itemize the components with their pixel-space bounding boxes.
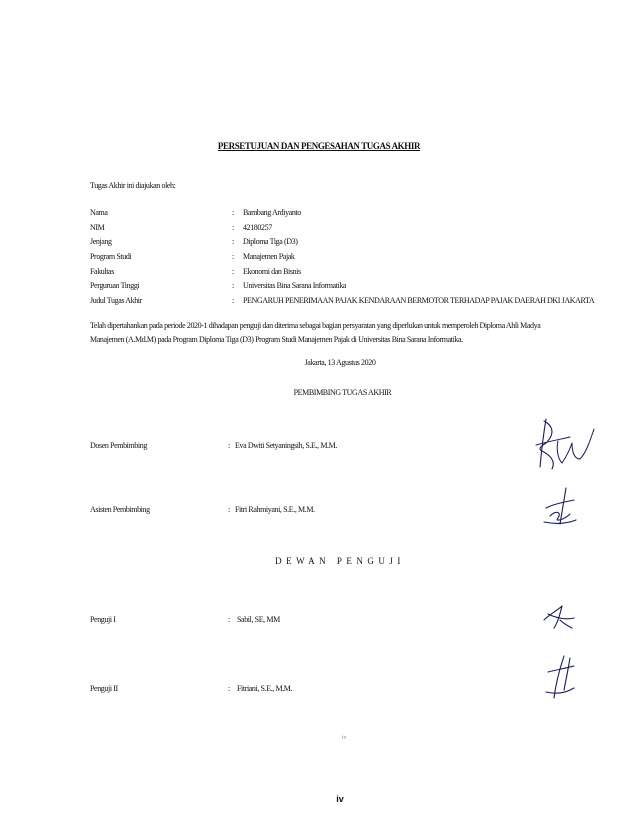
examiner-label: Penguji I <box>90 615 116 624</box>
document-title: PERSETUJUAN DAN PENGESAHAN TUGAS AKHIR <box>217 141 421 151</box>
info-label: Nama <box>90 208 108 217</box>
info-label: Judul Tugas Akhir <box>90 296 142 306</box>
info-colon: : <box>232 281 234 291</box>
info-row-level <box>90 237 560 252</box>
examiners-heading: DEWAN PENGUJI <box>275 556 405 566</box>
info-value: PENGARUH PENERIMAAN PAJAK KENDARAAN BERMOTOR TERHADAP PAJAK DAERAH DKI JAKARTA <box>243 296 595 306</box>
info-label: Program Studi <box>90 252 132 262</box>
faint-page-mark: iv <box>342 735 347 741</box>
page-number: iv <box>336 794 344 804</box>
info-row-nim <box>90 223 560 238</box>
approval-statement: Telah dipertahankan pada periode 2020-1 dihadapan penguji dan diterima sebagai bagian persyaratan yang diperlukan untuk memperoleh Diploma Ahli Madya Manajemen (A.Md.M) pada Program Diploma Tiga (D3) Program Studi Manajemen Pajak di Universitas Bina Sarana Informatika. <box>90 321 541 344</box>
info-label: NIM <box>90 222 105 232</box>
examiner-colon: : <box>228 684 230 693</box>
intro-text: Tugas Akhir ini diajukan oleh: <box>90 181 176 190</box>
student-info-table <box>90 208 595 311</box>
signature-examiner-1 <box>540 600 578 632</box>
info-label: Fakultas <box>90 266 114 276</box>
info-value: Bambang Ardiyanto <box>243 208 301 217</box>
info-value: Diploma Tiga (D3) <box>243 237 298 247</box>
info-row-thesis-title <box>90 296 595 311</box>
info-row-faculty <box>90 267 560 282</box>
info-colon: : <box>232 208 234 217</box>
advisor-label: Dosen Pembimbing <box>90 441 147 450</box>
info-value: Manajemen Pajak <box>243 252 295 262</box>
info-colon: : <box>232 237 234 247</box>
signature-examiner-2 <box>542 654 578 702</box>
info-label: Jenjang <box>90 237 112 247</box>
info-colon: : <box>232 222 234 232</box>
signature-assistant <box>540 486 580 528</box>
info-row-university <box>90 281 560 296</box>
examiner-name: Sabil, SE, MM <box>237 615 280 624</box>
advisor-colon: : <box>228 441 230 450</box>
info-value: Universitas Bina Sarana Informatika <box>243 281 347 291</box>
info-row-name <box>90 208 560 223</box>
advisor-name: Fitri Rahmiyani, S.E., M.M. <box>235 505 315 514</box>
info-colon: : <box>232 266 234 276</box>
info-colon: : <box>232 252 234 262</box>
info-row-study-program <box>90 252 560 267</box>
advisor-name: Eva Dwiti Setyaningsih, S.E., M.M. <box>235 441 337 450</box>
info-colon: : <box>232 296 234 306</box>
signature-supervisor <box>532 415 598 475</box>
place-date: Jakarta, 13 Agustus 2020 <box>304 358 376 367</box>
advisor-colon: : <box>228 505 230 514</box>
examiner-name: Fitriani, S.E., M.M. <box>237 684 293 693</box>
info-label: Perguruan Tinggi <box>90 281 140 291</box>
advisor-label: Asisten Pembimbing <box>90 505 150 514</box>
examiner-colon: : <box>228 615 230 624</box>
examiner-label: Penguji II <box>90 684 118 693</box>
advisor-heading: PEMBIMBING TUGAS AKHIR <box>293 388 392 397</box>
info-value: 42180257 <box>243 222 272 232</box>
info-value: Ekonomi dan Bisnis <box>243 266 301 276</box>
